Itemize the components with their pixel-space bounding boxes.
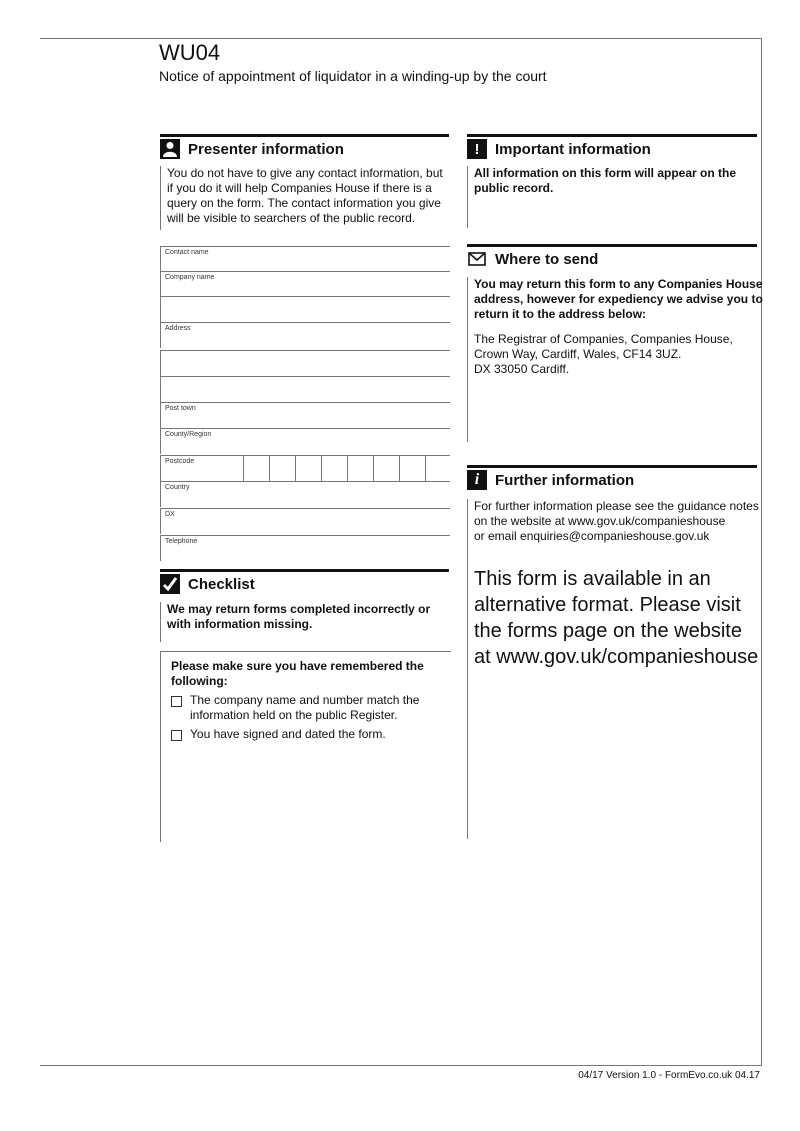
checkbox[interactable]	[171, 730, 182, 741]
dx-field[interactable]: DX	[160, 508, 450, 534]
contact-name-field[interactable]: Contact name	[160, 246, 450, 272]
address-field-2[interactable]	[160, 350, 450, 376]
where-to-send-intro: You may return this form to any Companies House address, however for expediency we advise you to return it to the address below:	[474, 277, 763, 321]
where-to-send-body	[467, 277, 764, 442]
postcode-box[interactable]	[243, 456, 268, 481]
address-field[interactable]: Address	[160, 322, 450, 348]
post-town-field[interactable]: Post town	[160, 402, 450, 428]
address-line: Crown Way, Cardiff, Wales, CF14 3UZ.	[474, 347, 682, 361]
postcode-box[interactable]	[425, 456, 450, 481]
footer-version: 04/17 Version 1.0 - FormEvo.co.uk 04.17	[578, 1070, 760, 1081]
postcode-box[interactable]	[373, 456, 398, 481]
checklist-item[interactable]: You have signed and dated the form.	[171, 727, 451, 742]
checkmark-icon	[160, 574, 180, 594]
county-field[interactable]: County/Region	[160, 428, 450, 454]
checklist-section-header	[160, 569, 449, 596]
further-info-text: For further information please see the guidance notes on the website at www.gov.uk/companieshouse or email enquiries@companieshouse.gov.uk	[467, 499, 764, 839]
presenter-text: You do not have to give any contact information, but if you do it will help Companies House if there is a query on the form. The contact information you give will be visible to searchers of the public record.	[160, 166, 449, 230]
country-field[interactable]: Country	[160, 481, 450, 507]
company-name-field[interactable]: Company name	[160, 271, 450, 297]
form-code: WU04	[159, 40, 221, 65]
checklist-intro: Please make sure you have remembered the following:	[171, 659, 424, 688]
checklist-warning: We may return forms completed incorrectly or with information missing.	[160, 602, 449, 642]
important-text: All information on this form will appear on the public record.	[467, 166, 758, 228]
postcode-box[interactable]	[295, 456, 320, 481]
form-subtitle: Notice of appointment of liquidator in a winding-up by the court	[159, 68, 547, 84]
postcode-box[interactable]	[321, 456, 346, 481]
postcode-field[interactable]: Postcode	[160, 455, 450, 481]
presenter-section-header	[160, 134, 449, 161]
alternative-format-note: This form is available in an alternative format. Please visit the forms page on the website at www.gov.uk/companieshouse	[474, 568, 759, 668]
where-to-send-title: Where to send	[495, 250, 599, 268]
info-icon: i	[467, 470, 487, 490]
further-info-header	[467, 465, 757, 492]
envelope-icon	[467, 249, 487, 269]
presenter-title: Presenter information	[188, 140, 344, 158]
where-to-send-header	[467, 244, 757, 271]
checklist-item[interactable]: The company name and number match the information held on the public Register.	[171, 693, 451, 723]
person-icon	[160, 139, 180, 159]
postcode-box[interactable]	[269, 456, 294, 481]
exclamation-icon: !	[467, 139, 487, 159]
postcode-box[interactable]	[399, 456, 424, 481]
top-border	[40, 38, 762, 39]
bottom-border	[40, 1065, 762, 1066]
telephone-field[interactable]: Telephone	[160, 535, 450, 561]
postcode-box[interactable]	[347, 456, 372, 481]
address-field-3[interactable]	[160, 376, 450, 402]
important-title: Important information	[495, 140, 651, 158]
further-info-title: Further information	[495, 471, 635, 489]
checklist-title: Checklist	[188, 575, 255, 593]
important-section-header	[467, 134, 757, 161]
company-name-field-2[interactable]	[160, 296, 450, 322]
checkbox[interactable]	[171, 696, 182, 707]
checklist-body	[160, 651, 451, 842]
address-line: DX 33050 Cardiff.	[474, 362, 570, 376]
address-line: The Registrar of Companies, Companies House,	[474, 332, 733, 346]
